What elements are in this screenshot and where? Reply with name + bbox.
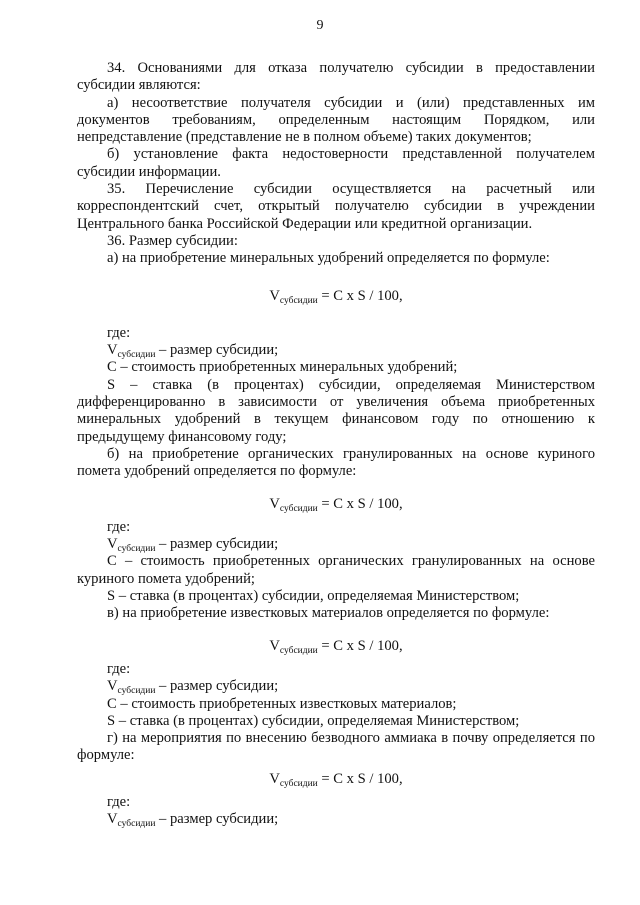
formula-v: V xyxy=(269,770,280,787)
def-v-text: – размер субсидии; xyxy=(155,811,279,828)
def-v-text: – размер субсидии; xyxy=(155,342,279,359)
definition-v-a xyxy=(77,342,595,359)
def-v-symbol: V xyxy=(107,811,118,828)
paragraph-34-a: а) несоответствие получателя субсидии и (или) представленных им документов требованиям, определенным настоящим Порядком, или непредставление (представление не в полном объеме) таких документов; xyxy=(77,94,595,146)
item-b-intro: б) на приобретение органических гранулированных на основе куриного помета удобрений определяется по формуле: xyxy=(77,445,595,480)
formula-subscript: субсидии xyxy=(279,295,318,306)
page-number: 9 xyxy=(316,18,324,33)
item-g-intro: г) на мероприятия по внесению безводного аммиака в почву определяется по формуле: xyxy=(77,730,595,764)
definition-c-v: C – стоимость приобретенных известковых материалов; xyxy=(107,695,457,712)
formula-v-item xyxy=(77,638,595,655)
paragraph-36: 36. Размер субсидии: xyxy=(107,232,238,249)
paragraph-35: 35. Перечисление субсидии осуществляется на расчетный или корреспондентский счет, открытый получателю субсидии в учреждении Центрального банка Российской Федерации или кредитной организации. xyxy=(77,181,595,232)
def-v-subscript: субсидии xyxy=(117,544,156,555)
formula-subscript: субсидии xyxy=(279,778,318,789)
def-v-subscript: субсидии xyxy=(117,350,156,361)
definition-s-a: S – ставка (в процентах) субсидии, определяемая Министерством дифференцированно в зависимости от увеличения объема приобретенных минеральных удобрений в текущем финансовом году по отношению к предыдущему финансовому году; xyxy=(77,376,595,445)
formula-a xyxy=(77,288,595,305)
def-v-subscript: субсидии xyxy=(117,686,156,697)
formula-v: V xyxy=(269,637,280,654)
formula-rest: = C x S / 100, xyxy=(317,287,403,304)
paragraph-34-b: б) установление факта недостоверности представленной получателем субсидии информации. xyxy=(77,146,595,180)
formula-subscript: субсидии xyxy=(279,503,318,514)
paragraph-34: 34. Основаниями для отказа получателю субсидии в предоставлении субсидии являются: xyxy=(77,60,595,94)
def-v-symbol: V xyxy=(107,536,118,553)
definition-c-b: C – стоимость приобретенных органических гранулированных на основе куриного помета удобрений; xyxy=(77,553,595,587)
def-v-subscript: субсидии xyxy=(117,819,156,830)
item-a-intro: а) на приобретение минеральных удобрений определяется по формуле: xyxy=(107,250,550,267)
formula-v: V xyxy=(269,495,280,512)
definition-s-b: S – ставка (в процентах) субсидии, определяемая Министерством; xyxy=(107,588,520,605)
definition-s-v: S – ставка (в процентах) субсидии, определяемая Министерством; xyxy=(107,712,520,729)
def-v-symbol: V xyxy=(107,342,118,359)
where-label-v: где: xyxy=(107,660,131,677)
def-v-text: – размер субсидии; xyxy=(155,678,279,695)
definition-v-b xyxy=(77,536,595,553)
formula-v: V xyxy=(269,287,280,304)
formula-subscript: субсидии xyxy=(279,645,318,656)
where-label-b: где: xyxy=(107,518,131,535)
item-v-intro: в) на приобретение известковых материалов определяется по формуле: xyxy=(107,605,550,622)
formula-rest: = C x S / 100, xyxy=(317,495,403,512)
formula-rest: = C x S / 100, xyxy=(317,637,403,654)
def-v-text: – размер субсидии; xyxy=(155,536,279,553)
definition-v-v xyxy=(77,678,595,695)
formula-g xyxy=(77,771,595,788)
document-body xyxy=(77,60,595,829)
where-label-a: где: xyxy=(107,324,131,341)
where-label-g: где: xyxy=(107,793,131,810)
formula-rest: = C x S / 100, xyxy=(317,770,403,787)
def-v-symbol: V xyxy=(107,678,118,695)
definition-v-g xyxy=(77,811,595,828)
formula-b xyxy=(77,496,595,513)
definition-c-a: C – стоимость приобретенных минеральных удобрений; xyxy=(107,359,458,376)
